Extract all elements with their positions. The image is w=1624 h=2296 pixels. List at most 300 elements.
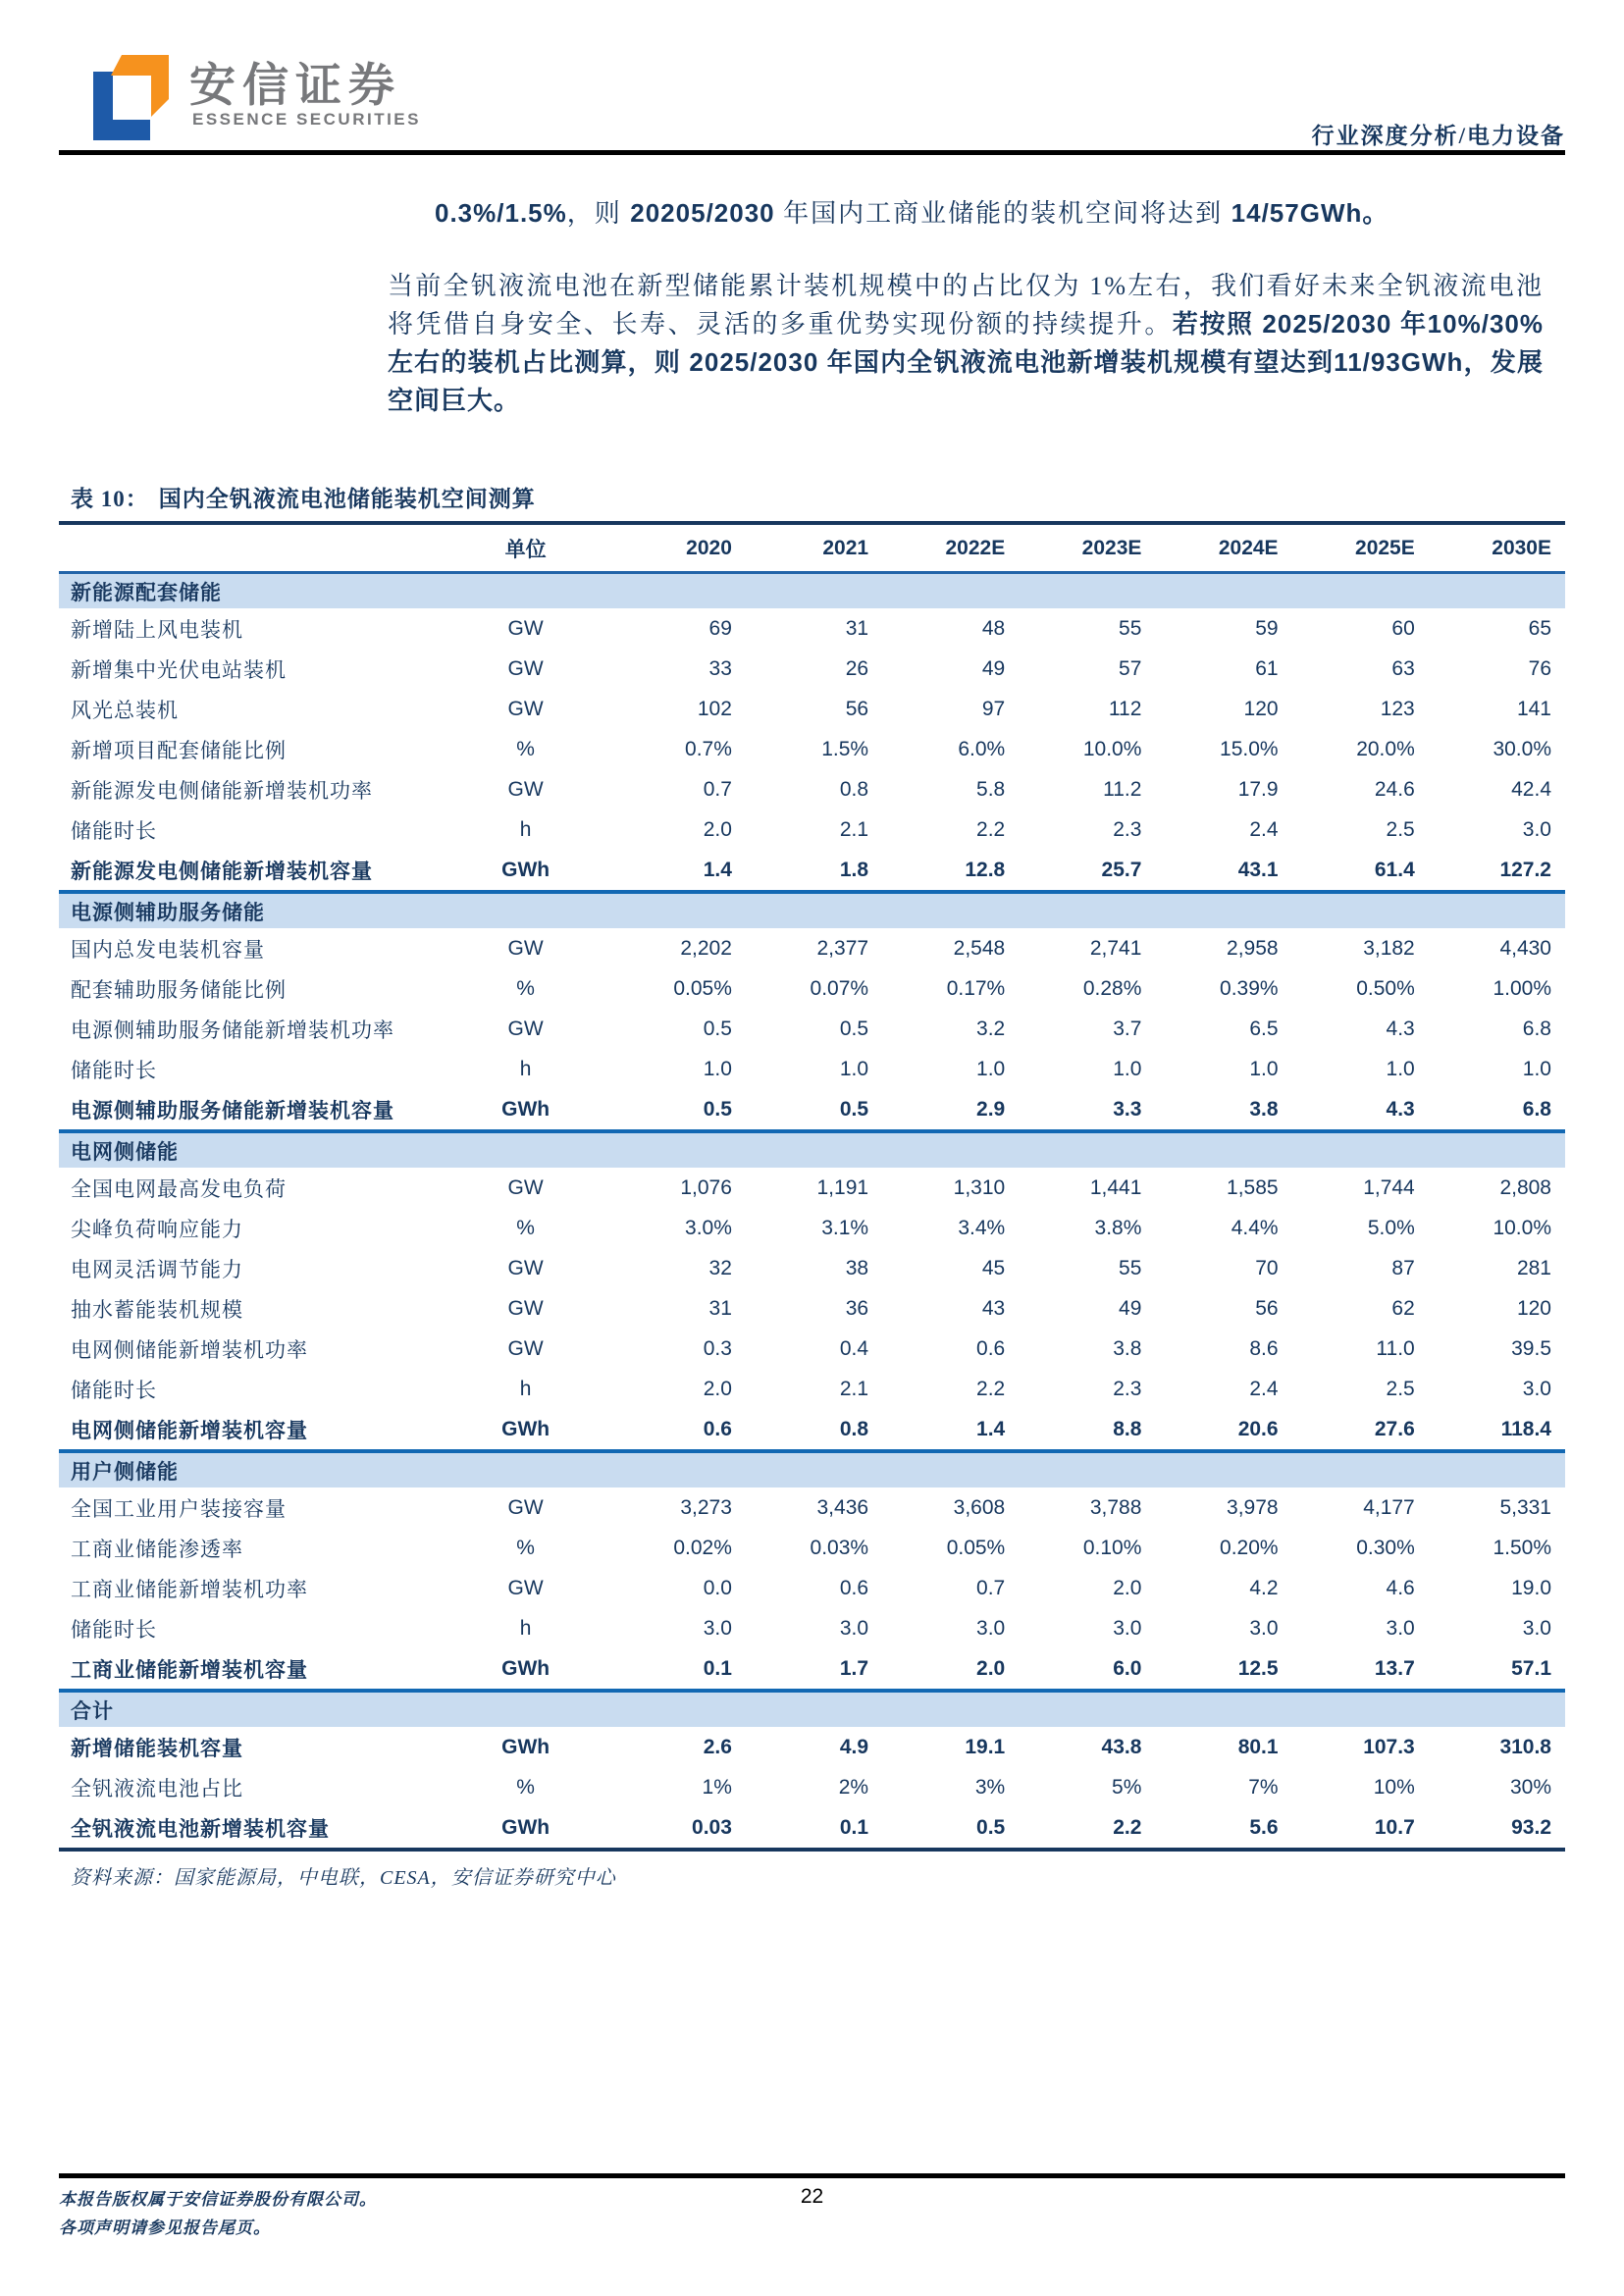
row-value: 127.2 (1499, 858, 1551, 881)
row-value: 3.2 (976, 1017, 1006, 1040)
section-band-row (59, 1691, 1565, 1727)
header-2021: 2021 (746, 525, 882, 573)
row-value: 2.0 (703, 817, 732, 841)
table-10-block (59, 481, 1565, 1890)
row-value: 0.17% (946, 976, 1006, 1000)
row-label: 电网侧储能新增装机容量 (71, 1418, 308, 1442)
row-value: 120 (1243, 697, 1279, 720)
row-value: 33 (708, 656, 732, 680)
row-value: 0.02% (673, 1536, 732, 1559)
table-row (59, 1487, 1565, 1528)
row-unit: GWh (501, 858, 550, 881)
section-band-row (59, 573, 1565, 609)
row-value: 1.0 (1522, 1057, 1551, 1080)
row-value: 3,608 (953, 1495, 1006, 1519)
table-row (59, 649, 1565, 689)
row-unit: h (519, 817, 532, 841)
row-label: 全国工业用户装接容量 (71, 1496, 287, 1521)
row-value: 59 (1255, 616, 1279, 640)
body-run: 当前全钒液流电池在新型储能累计装机规模中的占比仅为 1%左右，我们看好未来全钒液流电池将凭借自身安全、长寿、灵活的多重优势实现份额的持续提升。 (388, 272, 1544, 339)
row-value: 1.0 (839, 1057, 869, 1080)
row-value: 3.0 (1522, 817, 1551, 841)
row-value: 3.8 (1113, 1336, 1142, 1360)
row-value: 4,177 (1363, 1495, 1415, 1519)
table-section-1 (59, 892, 1565, 1131)
row-value: 0.5 (839, 1097, 869, 1121)
row-value: 3,182 (1363, 936, 1415, 960)
table-row (59, 1208, 1565, 1248)
row-unit: % (516, 737, 535, 760)
row-value: 76 (1528, 656, 1551, 680)
row-value: 2,202 (680, 936, 732, 960)
row-value: 43 (981, 1296, 1006, 1320)
row-value: 1.00% (1493, 976, 1551, 1000)
body-text (388, 194, 1544, 420)
table-caption-title: 国内全钒液流电池储能装机空间测算 (158, 487, 536, 511)
table-row (59, 1168, 1565, 1208)
row-value: 1.7 (839, 1656, 869, 1680)
row-unit: GWh (501, 1417, 550, 1440)
row-value: 19.0 (1511, 1576, 1551, 1599)
table-section-4 (59, 1691, 1565, 1850)
row-value: 0.7 (703, 777, 732, 801)
row-value: 0.3 (703, 1336, 732, 1360)
bold-figure: 0.3%/1.5% (435, 198, 567, 228)
row-value: 118.4 (1500, 1417, 1551, 1440)
row-unit: GW (507, 656, 544, 680)
header-2025e: 2025E (1292, 525, 1429, 573)
row-value: 1.0 (1386, 1057, 1415, 1080)
row-value: 0.6 (703, 1417, 732, 1440)
row-value: 1.8 (839, 858, 869, 881)
paragraph-main (388, 268, 1544, 420)
row-value: 2.3 (1113, 1377, 1142, 1400)
row-value: 0.5 (703, 1097, 732, 1121)
row-unit: % (516, 1216, 535, 1239)
row-label: 电源侧辅助服务储能新增装机容量 (71, 1098, 394, 1122)
row-value: 2,808 (1499, 1175, 1551, 1199)
row-value: 2.2 (976, 817, 1006, 841)
row-value: 1.0 (1249, 1057, 1279, 1080)
row-unit: GW (507, 1175, 544, 1199)
table-section-2 (59, 1131, 1565, 1451)
row-value: 49 (1119, 1296, 1142, 1320)
footer-note-disclaimer: 各项声明请参见报告尾页。 (59, 2218, 271, 2237)
row-unit: GWh (501, 1815, 550, 1839)
row-value: 80.1 (1237, 1735, 1279, 1758)
row-value: 36 (845, 1296, 869, 1320)
row-value: 0.20% (1220, 1536, 1279, 1559)
row-value: 63 (1391, 656, 1415, 680)
section-header-label: 电网侧储能 (59, 1131, 1565, 1168)
row-value: 4.3 (1386, 1017, 1415, 1040)
row-value: 3.0 (1386, 1616, 1415, 1640)
logo-company-name-en: ESSENCE SECURITIES (192, 110, 421, 129)
row-value: 0.5 (703, 1017, 732, 1040)
row-value: 0.03% (810, 1536, 869, 1559)
row-value: 3.0 (703, 1616, 732, 1640)
row-value: 0.10% (1082, 1536, 1142, 1559)
row-value: 4.2 (1249, 1576, 1279, 1599)
row-value: 5.6 (1249, 1815, 1279, 1839)
row-unit: GW (507, 1336, 544, 1360)
row-value: 3,978 (1227, 1495, 1279, 1519)
row-value: 3,273 (680, 1495, 732, 1519)
row-value: 3,436 (816, 1495, 869, 1519)
row-value: 0.7 (976, 1576, 1006, 1599)
table-row (59, 1807, 1565, 1850)
section-band-row (59, 892, 1565, 928)
row-value: 6.0% (958, 737, 1006, 760)
row-value: 0.1 (839, 1815, 869, 1839)
row-label: 电网侧储能新增装机功率 (71, 1337, 308, 1362)
row-label: 新增储能装机容量 (71, 1736, 243, 1760)
section-header-label: 电源侧辅助服务储能 (59, 892, 1565, 928)
row-value: 93.2 (1511, 1815, 1551, 1839)
table-row (59, 769, 1565, 809)
row-value: 0.03 (692, 1815, 732, 1839)
row-value: 2.9 (976, 1097, 1006, 1121)
row-value: 2.4 (1249, 1377, 1279, 1400)
row-label: 电源侧辅助服务储能新增装机功率 (71, 1018, 394, 1042)
row-value: 0.6 (976, 1336, 1006, 1360)
row-value: 15.0% (1220, 737, 1279, 760)
row-value: 5% (1112, 1775, 1142, 1799)
row-unit: h (519, 1057, 532, 1080)
row-value: 0.05% (946, 1536, 1006, 1559)
row-value: 7% (1248, 1775, 1279, 1799)
row-value: 3.8% (1094, 1216, 1142, 1239)
row-value: 42.4 (1511, 777, 1551, 801)
row-value: 3.0 (1249, 1616, 1279, 1640)
row-label: 全国电网最高发电负荷 (71, 1176, 287, 1201)
row-value: 56 (1255, 1296, 1279, 1320)
row-label: 新增项目配套储能比例 (71, 738, 287, 762)
row-value: 3.4% (958, 1216, 1006, 1239)
footer-note-copyright: 本报告版权属于安信证券股份有限公司。 (59, 2190, 377, 2209)
row-value: 10.0% (1493, 1216, 1551, 1239)
header-2022e: 2022E (882, 525, 1019, 573)
row-value: 70 (1255, 1256, 1279, 1279)
table-row (59, 850, 1565, 892)
row-value: 1.50% (1493, 1536, 1551, 1559)
row-value: 12.5 (1237, 1656, 1279, 1680)
row-value: 2% (838, 1775, 869, 1799)
row-label: 工商业储能新增装机容量 (71, 1657, 308, 1682)
row-value: 3.0 (1522, 1377, 1551, 1400)
row-value: 4.4% (1231, 1216, 1279, 1239)
row-unit: GWh (501, 1656, 550, 1680)
table-row (59, 809, 1565, 850)
table-source: 资料来源：国家能源局，中电联，CESA，安信证券研究中心 (71, 1867, 616, 1889)
bold-figure: 14/57GWh。 (1231, 198, 1389, 228)
row-value: 6.0 (1113, 1656, 1142, 1680)
row-label: 风光总装机 (71, 698, 179, 722)
row-value: 0.8 (839, 1417, 869, 1440)
row-value: 3.0 (976, 1616, 1006, 1640)
header-empty-cell (59, 525, 443, 573)
row-value: 123 (1380, 697, 1415, 720)
row-value: 31 (708, 1296, 732, 1320)
row-value: 1,744 (1363, 1175, 1415, 1199)
row-unit: GW (507, 1495, 544, 1519)
row-value: 5,331 (1499, 1495, 1551, 1519)
row-value: 6.5 (1249, 1017, 1279, 1040)
row-value: 1% (702, 1775, 732, 1799)
row-value: 10.0% (1082, 737, 1142, 760)
row-label: 储能时长 (71, 818, 157, 843)
row-value: 1,310 (953, 1175, 1006, 1199)
row-unit: % (516, 1536, 535, 1559)
row-value: 2.5 (1386, 817, 1415, 841)
row-value: 20.6 (1237, 1417, 1279, 1440)
row-value: 69 (708, 616, 732, 640)
row-value: 27.6 (1374, 1417, 1415, 1440)
row-value: 43.1 (1237, 858, 1279, 881)
row-value: 310.8 (1499, 1735, 1551, 1758)
row-value: 3.0 (1522, 1616, 1551, 1640)
row-label: 新增陆上风电装机 (71, 617, 243, 642)
row-value: 10.7 (1374, 1815, 1415, 1839)
row-value: 5.0% (1367, 1216, 1415, 1239)
table-row (59, 1568, 1565, 1608)
row-unit: % (516, 976, 535, 1000)
row-value: 2.2 (976, 1377, 1006, 1400)
header-2030e: 2030E (1429, 525, 1565, 573)
row-label: 新能源发电侧储能新增装机功率 (71, 778, 373, 803)
row-value: 5.8 (976, 777, 1006, 801)
row-value: 2,958 (1227, 936, 1279, 960)
table-row (59, 1049, 1565, 1089)
row-value: 43.8 (1101, 1735, 1142, 1758)
row-value: 1.4 (703, 858, 732, 881)
bold-run: 若按照 2025/2030 年10%/30%左右的装机占比测算，则 2025/2030 年国内全钒液流电池新增装机规模有望达到11/93GWh，发展空间巨大。 (388, 309, 1544, 415)
row-value: 32 (708, 1256, 732, 1279)
row-label: 配套辅助服务储能比例 (71, 977, 287, 1002)
table-header-row (59, 525, 1565, 573)
table-section-0 (59, 573, 1565, 893)
row-label: 新增集中光伏电站装机 (71, 657, 287, 682)
row-value: 49 (981, 656, 1006, 680)
row-value: 2.4 (1249, 817, 1279, 841)
row-value: 2,741 (1089, 936, 1142, 960)
row-value: 4.9 (839, 1735, 869, 1758)
row-unit: h (519, 1377, 532, 1400)
paragraph-continuation (388, 194, 1544, 233)
row-label: 工商业储能渗透率 (71, 1537, 243, 1561)
row-value: 31 (845, 616, 869, 640)
row-label: 全钒液流电池占比 (71, 1776, 243, 1800)
footer-divider (59, 2173, 1565, 2178)
row-value: 2.1 (839, 817, 869, 841)
table-row (59, 1727, 1565, 1767)
row-value: 1.0 (703, 1057, 732, 1080)
row-value: 11.0 (1376, 1336, 1415, 1360)
table-caption-label: 表 10： (71, 487, 149, 511)
row-value: 2.1 (839, 1377, 869, 1400)
bold-figure: 20205/2030 (630, 198, 775, 228)
row-value: 0.30% (1356, 1536, 1415, 1559)
row-value: 10% (1373, 1775, 1415, 1799)
row-value: 25.7 (1101, 858, 1142, 881)
row-value: 281 (1516, 1256, 1551, 1279)
row-value: 120 (1516, 1296, 1551, 1320)
row-value: 12.8 (965, 858, 1006, 881)
row-unit: GW (507, 936, 544, 960)
table-row (59, 608, 1565, 649)
row-value: 45 (981, 1256, 1006, 1279)
table-row (59, 1329, 1565, 1369)
table-row (59, 1608, 1565, 1648)
row-unit: GW (507, 1296, 544, 1320)
row-label: 储能时长 (71, 1617, 157, 1642)
row-value: 2.5 (1386, 1377, 1415, 1400)
table-row (59, 1089, 1565, 1131)
row-value: 0.8 (839, 777, 869, 801)
table-row (59, 689, 1565, 729)
row-label: 储能时长 (71, 1058, 157, 1082)
row-value: 8.6 (1249, 1336, 1279, 1360)
row-value: 56 (845, 697, 869, 720)
report-category: 行业深度分析/电力设备 (1311, 124, 1565, 148)
row-value: 38 (845, 1256, 869, 1279)
row-value: 0.39% (1220, 976, 1279, 1000)
row-value: 0.1 (703, 1656, 732, 1680)
body-run: ，则 (566, 199, 631, 228)
table-row (59, 1528, 1565, 1568)
row-value: 0.07% (810, 976, 869, 1000)
row-label: 新能源发电侧储能新增装机容量 (71, 859, 373, 883)
row-value: 0.05% (673, 976, 732, 1000)
row-value: 2.6 (703, 1735, 732, 1758)
row-value: 0.6 (839, 1576, 869, 1599)
row-value: 2,377 (816, 936, 869, 960)
row-value: 48 (981, 616, 1006, 640)
section-header-label: 用户侧储能 (59, 1451, 1565, 1487)
table-row (59, 1248, 1565, 1288)
row-value: 87 (1391, 1256, 1415, 1279)
row-unit: GWh (501, 1735, 550, 1758)
row-value: 4.6 (1386, 1576, 1415, 1599)
row-value: 1,191 (816, 1175, 869, 1199)
header-unit: 单位 (443, 525, 609, 573)
row-unit: GW (507, 697, 544, 720)
table-row (59, 928, 1565, 968)
row-value: 107.3 (1363, 1735, 1415, 1758)
row-value: 0.50% (1356, 976, 1415, 1000)
row-unit: h (519, 1616, 532, 1640)
row-value: 11.2 (1103, 777, 1142, 801)
row-value: 61.4 (1374, 858, 1415, 881)
row-value: 1,585 (1227, 1175, 1279, 1199)
table-row (59, 1369, 1565, 1409)
row-unit: GW (507, 1256, 544, 1279)
row-value: 3.0 (839, 1616, 869, 1640)
row-value: 2.0 (1113, 1576, 1142, 1599)
row-value: 60 (1391, 616, 1415, 640)
table-row (59, 1648, 1565, 1691)
table-row (59, 968, 1565, 1009)
row-value: 97 (981, 697, 1006, 720)
row-label: 全钒液流电池新增装机容量 (71, 1816, 330, 1841)
row-value: 4,430 (1499, 936, 1551, 960)
row-value: 3% (974, 1775, 1006, 1799)
row-value: 65 (1528, 616, 1551, 640)
row-value: 2.3 (1113, 817, 1142, 841)
row-value: 0.7% (685, 737, 732, 760)
row-unit: GWh (501, 1097, 550, 1121)
table-row (59, 729, 1565, 769)
row-unit: GW (507, 1017, 544, 1040)
row-value: 2.0 (703, 1377, 732, 1400)
row-value: 1.4 (976, 1417, 1006, 1440)
row-value: 1.0 (976, 1057, 1006, 1080)
essence-securities-logo-icon (93, 55, 170, 141)
row-value: 30% (1509, 1775, 1551, 1799)
row-value: 61 (1255, 656, 1279, 680)
row-value: 1,441 (1089, 1175, 1142, 1199)
row-value: 2,548 (953, 936, 1006, 960)
row-value: 13.7 (1374, 1656, 1415, 1680)
page-number: 22 (800, 2185, 824, 2208)
row-value: 55 (1119, 616, 1142, 640)
row-value: 17.9 (1237, 777, 1279, 801)
storage-forecast-table (59, 525, 1565, 1852)
section-band-row (59, 1451, 1565, 1487)
row-value: 3.7 (1113, 1017, 1142, 1040)
section-header-label: 合计 (59, 1691, 1565, 1727)
row-value: 57.1 (1511, 1656, 1551, 1680)
row-value: 26 (845, 656, 869, 680)
row-value: 39.5 (1511, 1336, 1551, 1360)
row-value: 19.1 (965, 1735, 1006, 1758)
row-value: 3.8 (1249, 1097, 1279, 1121)
table-row (59, 1409, 1565, 1451)
row-value: 30.0% (1493, 737, 1551, 760)
row-value: 0.5 (839, 1017, 869, 1040)
row-value: 6.8 (1522, 1017, 1551, 1040)
row-value: 2.2 (1113, 1815, 1142, 1839)
row-value: 1.0 (1113, 1057, 1142, 1080)
row-value: 2.0 (976, 1656, 1006, 1680)
header-2023e: 2023E (1019, 525, 1155, 573)
row-unit: GW (507, 616, 544, 640)
row-value: 3.0 (1113, 1616, 1142, 1640)
table-row (59, 1009, 1565, 1049)
row-label: 抽水蓄能装机规模 (71, 1297, 243, 1322)
logo-company-name: 安信证券 (189, 59, 401, 111)
row-value: 112 (1108, 697, 1142, 720)
row-label: 储能时长 (71, 1378, 157, 1402)
row-unit: GW (507, 1576, 544, 1599)
row-label: 电网灵活调节能力 (71, 1257, 243, 1281)
row-value: 0.28% (1082, 976, 1142, 1000)
row-value: 102 (697, 697, 732, 720)
row-value: 0.4 (839, 1336, 869, 1360)
header-divider (59, 150, 1565, 155)
row-value: 3.1% (821, 1216, 869, 1239)
row-value: 1.5% (821, 737, 869, 760)
section-band-row (59, 1131, 1565, 1168)
row-value: 3.3 (1113, 1097, 1142, 1121)
row-value: 8.8 (1113, 1417, 1142, 1440)
row-value: 57 (1119, 656, 1142, 680)
row-value: 62 (1391, 1296, 1415, 1320)
section-header-label: 新能源配套储能 (59, 573, 1565, 609)
row-value: 141 (1516, 697, 1551, 720)
body-run: 年国内工商业储能的装机空间将达到 (774, 199, 1231, 228)
row-unit: GW (507, 777, 544, 801)
